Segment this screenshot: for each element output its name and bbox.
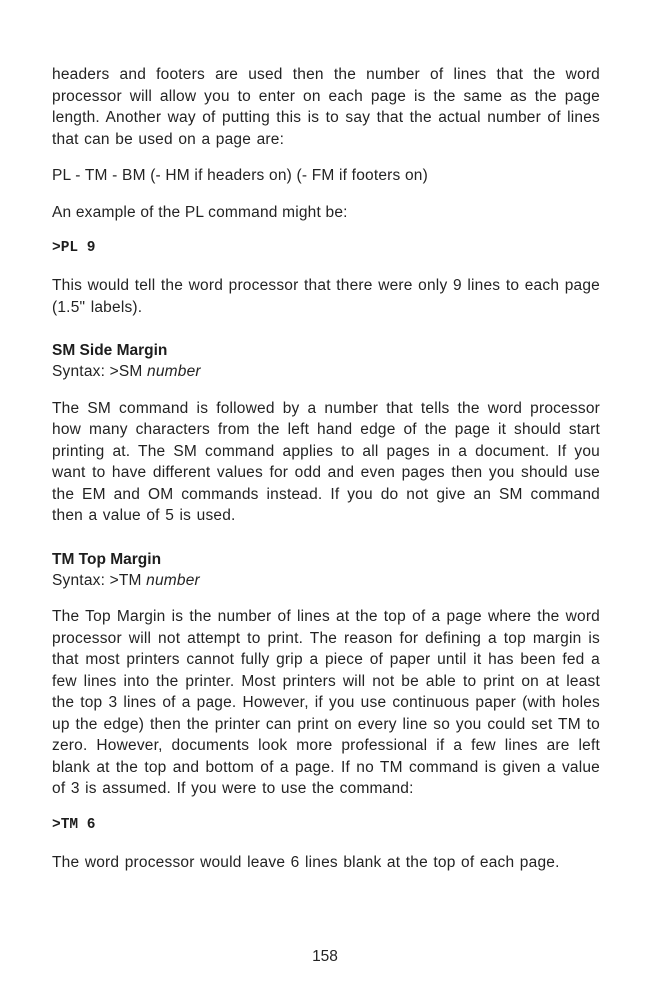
tm-explanation: The word processor would leave 6 lines blank at the top of each page.	[52, 853, 560, 871]
sm-section-heading: SM Side Margin	[52, 342, 168, 359]
sm-syntax-line	[52, 361, 600, 383]
tm-command-code: >TM 6	[52, 816, 96, 833]
tm-syntax-line	[52, 570, 600, 592]
sm-syntax-prefix: Syntax: >SM	[52, 363, 148, 380]
tm-section-body: The Top Margin is the number of lines at the top of a page where the word processor will not attempt to print. The reason for defining a top margin is that most printers cannot fully grip a piece of paper until it has been fed a few lines into the printer. Most printers will not be able to print on at least the top 3 lines of a page. However, if you use continuous paper (with holes up the edge) then the printer can print on every line so you could set TM to zero. However, documents look more professional if a few lines are left blank at the top and bottom of a page. If no TM command is given a value of 3 is assumed. If you were to use the command:	[52, 608, 600, 797]
pl-example-intro: An example of the PL command might be:	[52, 203, 348, 221]
pl-command-code: >PL 9	[52, 240, 96, 256]
tm-section-heading: TM Top Margin	[52, 550, 162, 568]
page-number: 158	[312, 948, 338, 965]
sm-syntax-argument: number	[147, 363, 201, 380]
page-length-formula: PL - TM - BM (- HM if headers on) (- FM if footers on)	[52, 167, 428, 184]
page-content	[52, 64, 600, 888]
pl-explanation: This would tell the word processor that there were only 9 lines to each page (1.5" labels).	[52, 277, 600, 316]
tm-syntax-argument: number	[146, 571, 200, 589]
intro-paragraph: headers and footers are used then the number of lines that the word processor will allow you to enter on each page is the same as the page length. Another way of putting this is to say that the actual number of lines that can be used on a page are:	[52, 66, 600, 148]
tm-syntax-prefix: Syntax: >TM	[52, 571, 147, 589]
sm-section-body: The SM command is followed by a number that tells the word processor how many characters from the left hand edge of the page it should start printing at. The SM command applies to all pages in a document. If you want to have different values for odd and even pages then you should use the EM and OM commands instead. If you do not give an SM command then a value of 5 is used.	[52, 399, 600, 524]
